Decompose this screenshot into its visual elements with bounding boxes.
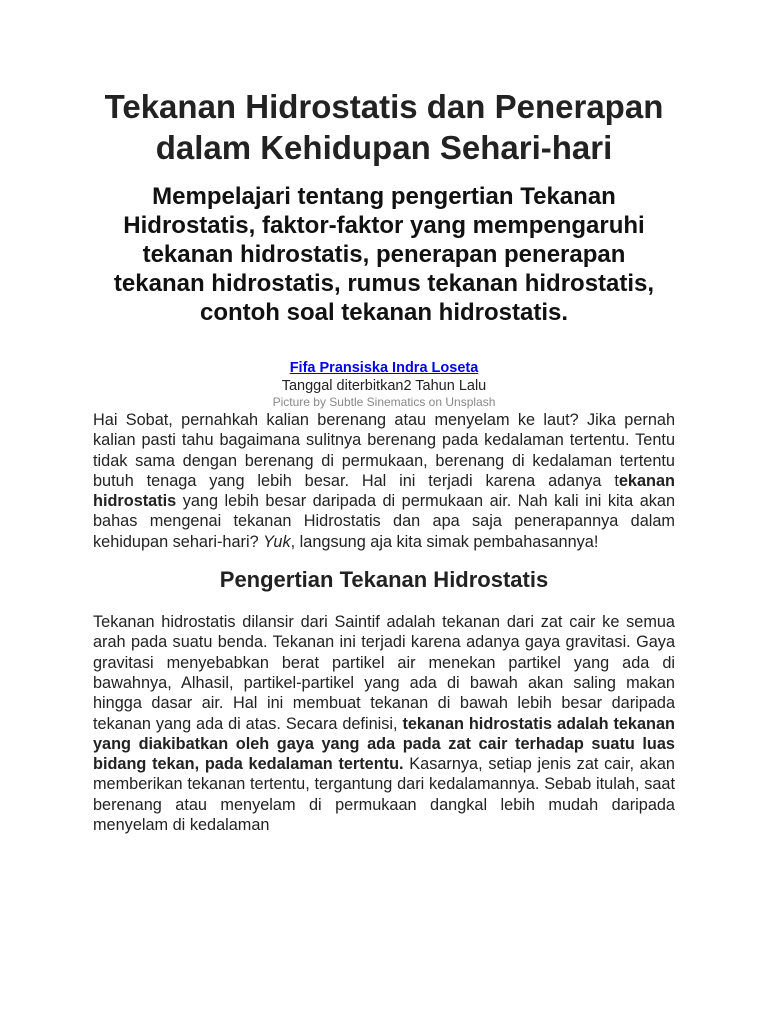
author-link[interactable]: Fifa Pransiska Indra Loseta [289, 360, 479, 376]
publish-date: Tanggal diterbitkan2 Tahun Lalu [281, 378, 487, 394]
intro-text-3: , langsung aja kita simak pembahasannya! [290, 532, 599, 551]
page-title: Tekanan Hidrostatis dan Penerapan dalam Kehidupan Sehari-hari [104, 88, 664, 166]
document-page [0, 86, 768, 1024]
intro-bold-term: ekanan hidrostatis [93, 471, 675, 511]
section-text-2: Kasarnya, setiap jenis zat cair, akan memberikan tekanan tertentu, tergantung dari kedalamannya. Sebab itulah, saat berenang atau menyelam di permukaan dangkal lebih mudah daripada menyelam di kedalaman [93, 755, 675, 835]
intro-paragraph [93, 410, 675, 552]
intro-italic: Yuk [263, 532, 291, 551]
section-bold-definition: tekanan hidrostatis adalah tekanan yang diakibatkan oleh gaya yang ada pada zat cair terhadap suatu luas bidang tekan, pada kedalaman tertentu. [93, 714, 675, 774]
article-subtitle: Mempelajari tentang pengertian Tekanan Hidrostatis, faktor-faktor yang mempengaruhi tekanan hidrostatis, penerapan penerapan tekanan hidrostatis, rumus tekanan hidrostatis, contoh soal tekanan hidrostatis. [113, 183, 655, 326]
intro-text-2: yang lebih besar daripada di permukaan air. Nah kali ini kita akan bahas mengenai tekanan Hidrostatis dan apa saja penerapannya dalam kehidupan sehari-hari? [93, 492, 675, 551]
author-byline [93, 359, 675, 377]
intro-text-1: Hai Sobat, pernahkah kalian berenang atau menyelam ke laut? Jika pernah kalian pasti tahu bagaimana sulitnya berenang pada kedalaman tertentu. Tentu tidak sama dengan berenang di permukaan, berenang di kedalaman tertentu butuh tenaga yang lebih besar. Hal ini terjadi karena adanya t [93, 411, 675, 490]
section-paragraph [93, 612, 675, 835]
section-text-1: Tekanan hidrostatis dilansir dari Saintif adalah tekanan dari zat cair ke semua arah pada suatu benda. Tekanan ini terjadi karena adanya gaya gravitasi. Gaya gravitasi menyebabkan berat partikel air menekan partikel yang ada di bawahnya, Alhasil, partikel-partikel yang ada di bawah akan saling makan hingga dasar air. Hal ini membuat tekanan di bawah lebih besar daripada tekanan yang ada di atas. Secara definisi, [93, 613, 675, 733]
image-caption: Picture by Subtle Sinematics on Unsplash [272, 395, 496, 409]
section-heading: Pengertian Tekanan Hidrostatis [219, 567, 549, 593]
